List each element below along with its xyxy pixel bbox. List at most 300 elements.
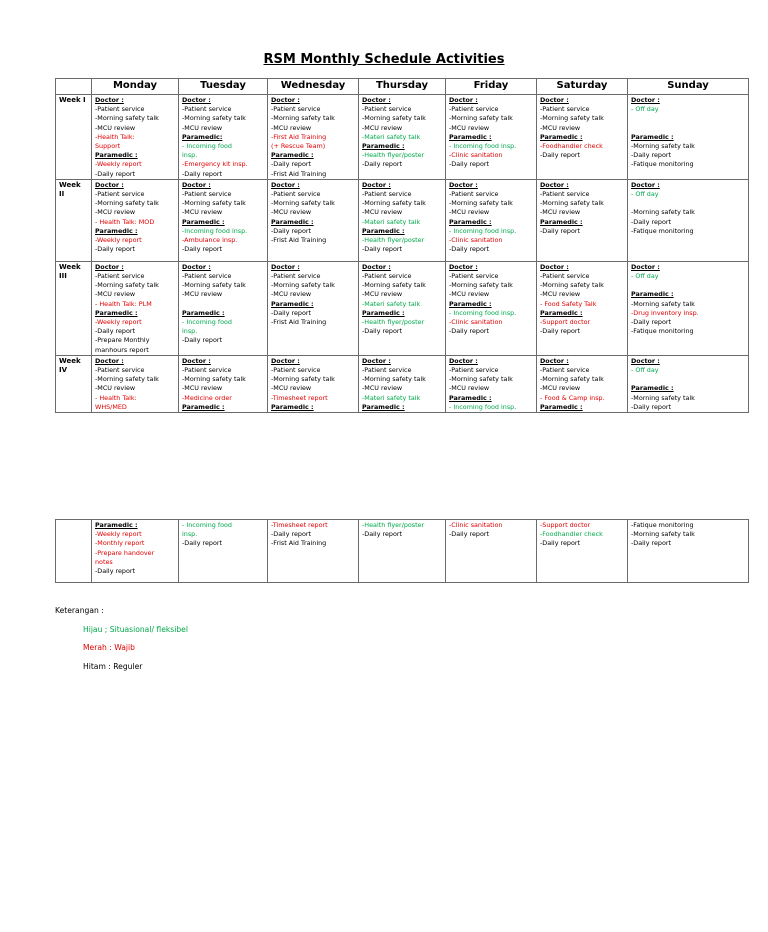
activity-line: -Morning safety talk [540,114,604,123]
activity-line: - Incoming food insp. [449,142,517,151]
activity-line: - Off day [631,272,659,281]
week-row [56,261,749,355]
activity-line: -Patient service [540,272,590,281]
activity-line: -Patient service [271,366,321,375]
activity-line: -Daily report [631,402,672,411]
activity-line: -Patient service [182,272,232,281]
activity-line: -Daily report [631,151,672,160]
week-label-line: IV [59,366,68,375]
schedule-cell [359,95,446,180]
schedule-cell [446,520,537,583]
activity-line: -Morning safety talk [182,114,246,123]
activity-line: -First Aid Training [271,132,327,141]
schedule-cell [537,261,628,355]
day-header-row [56,79,749,95]
activity-line: Doctor : [449,356,478,365]
activity-line [631,114,746,123]
activity-line: -Fatique monitoring [631,521,694,529]
schedule-cell [359,520,446,583]
schedule-cell [537,95,628,180]
activity-line: Doctor : [362,180,391,189]
activity-line: -Health Talk: [95,132,135,141]
activity-line [631,375,746,384]
schedule-table-continuation [55,519,749,583]
activity-line: -Morning safety talk [631,299,695,308]
activity-line: -Daily report [271,530,312,539]
schedule-cell [446,261,537,355]
schedule-cell [179,261,268,355]
activity-line: -MCU review [540,208,581,217]
activity-line: -Medicine order [182,393,232,402]
activity-line: -Patient service [449,190,499,199]
schedule-cell [359,355,446,412]
activity-line: -Morning safety talk [362,199,426,208]
activity-line: -MCU review [362,123,403,132]
activity-line: Paramedic : [271,299,314,308]
activity-line: -MCU review [362,290,403,299]
activity-line: -Materi safety talk [362,393,421,402]
activity-line: insp. [182,327,198,336]
activity-line: -Daily report [182,245,223,254]
activity-line: -Morning safety talk [449,199,513,208]
activity-line: -Patient service [271,105,321,114]
schedule-cell [537,520,628,583]
activity-line: -MCU review [271,384,312,393]
activity-line: -Patient service [362,190,412,199]
activity-line: Doctor : [182,96,211,104]
schedule-cell [628,95,749,180]
activity-line: Doctor : [631,262,660,271]
schedule-cell [628,355,749,412]
activity-line: -Weekly report [95,236,142,245]
activity-line: -Patient service [271,190,321,199]
activity-line [631,124,746,133]
activity-line: -Morning safety talk [182,199,246,208]
activity-line: -Morning safety talk [449,114,513,123]
activity-line: Doctor : [271,96,300,104]
activity-line: -Emergency kit insp. [182,160,248,169]
week-row [56,355,749,412]
schedule-cell [179,355,268,412]
schedule-cell [92,261,179,355]
activity-line: -Morning safety talk [271,114,335,123]
activity-line: Doctor : [631,96,660,104]
activity-line: Doctor : [449,180,478,189]
activity-line [631,199,746,208]
activity-line: -MCU review [449,384,490,393]
activity-line: Paramedic : [540,132,583,141]
activity-line: -Fatique monitoring [631,160,694,169]
activity-line: Doctor : [95,356,124,365]
activity-line: Doctor : [631,180,660,189]
activity-line: -Patient service [95,366,145,375]
activity-line: -MCU review [271,123,312,132]
week-label [56,261,92,355]
activity-line: -Morning safety talk [182,281,246,290]
schedule-cell [628,520,749,583]
activity-line: -Frist Aid Training [271,539,327,548]
activity-line: -MCU review [95,208,136,217]
activity-line: Paramedic : [95,226,138,235]
schedule-cell [268,179,359,261]
week-label-line: III [59,272,67,281]
week-row-continued [56,520,749,583]
activity-line: notes [95,557,113,566]
activity-line: -Daily report [182,336,223,345]
activity-line: -Patient service [271,272,321,281]
activity-line: Doctor : [271,356,300,365]
week-label-line: Week I [59,96,86,104]
activity-line: Doctor : [271,262,300,271]
schedule-cell [179,179,268,261]
activity-line: Paramedic : [362,308,405,317]
week-label-line: II [59,190,65,199]
schedule-cell [446,179,537,261]
activity-line: -Frist Aid Training [271,169,327,178]
week-label-line: Week [59,180,81,189]
activity-line: -Clinic sanitation [449,151,503,160]
activity-line: -Patient service [95,272,145,281]
activity-line: -Fatique monitoring [631,226,694,235]
week-row [56,95,749,180]
schedule-cell [537,179,628,261]
activity-line: -MCU review [182,384,223,393]
activity-line: -MCU review [271,290,312,299]
activity-line: Paramedic : [540,402,583,411]
activity-line: -Prepare handover [95,548,155,557]
activity-line: -MCU review [449,123,490,132]
schedule-table [55,78,749,413]
page-title: RSM Monthly Schedule Activities [263,52,505,67]
activity-line: Doctor : [182,356,211,365]
activity-line: -Daily report [182,539,223,548]
activity-line: Paramedic : [182,308,225,317]
activity-line: - Incoming food insp. [449,308,517,317]
activity-line: -Materi safety talk [362,299,421,308]
schedule-cell [359,179,446,261]
activity-line: -Daily report [540,539,581,548]
activity-line: -MCU review [449,208,490,217]
activity-line: -Daily report [449,530,490,539]
activity-line: -MCU review [182,290,223,299]
week-label-line: Week [59,356,81,365]
activity-line: -Health flyer/poster [362,521,425,529]
activity-line: -Patient service [449,366,499,375]
activity-line [631,281,746,290]
activity-line: -Materi safety talk [362,132,421,141]
activity-line: -Patient service [362,105,412,114]
activity-line: -Timesheet report [271,521,328,529]
activity-line: -Daily report [362,245,403,254]
activity-line: - Incoming food [182,142,232,151]
schedule-cell [268,520,359,583]
activity-line: Doctor : [449,96,478,104]
activity-line: -Patient service [95,190,145,199]
schedule-cell [537,355,628,412]
activity-line: -Morning safety talk [271,281,335,290]
activity-line: - Health Talk: PLM [95,299,152,308]
activity-line: Doctor : [540,180,569,189]
activity-line: -Morning safety talk [631,208,695,217]
activity-line: -Weekly report [95,530,142,539]
corner-cell [56,79,92,95]
activity-line: - Incoming food [182,521,232,529]
schedule-cell [92,355,179,412]
schedule-cell [92,179,179,261]
activity-line: -Daily report [271,160,312,169]
activity-line: Paramedic : [449,299,492,308]
activity-line: -Morning safety talk [362,281,426,290]
activity-line: -Foodhandler check [540,142,603,151]
activity-line: Doctor : [540,262,569,271]
activity-line: Doctor : [362,262,391,271]
activity-line: Paramedic : [449,132,492,141]
activity-line: -Ambulance insp. [182,236,238,245]
activity-line: -MCU review [95,290,136,299]
activity-line: -Daily report [182,169,223,178]
activity-line: Doctor : [95,262,124,271]
activity-line: -Daily report [362,530,403,539]
activity-line: -Fatique monitoring [631,327,694,336]
activity-line: -Patient service [540,366,590,375]
activity-line: -Foodhandler check [540,530,603,539]
activity-line: Paramedic : [271,151,314,160]
activity-line: -Morning safety talk [362,114,426,123]
activity-line: Doctor : [362,96,391,104]
activity-line: Doctor : [362,356,391,365]
activity-line: -Prepare Monthly [95,336,150,345]
day-header: Monday [92,79,179,95]
activity-line: -Morning safety talk [271,375,335,384]
activity-line: -Materi safety talk [362,217,421,226]
activity-line: Paramedic : [362,226,405,235]
activity-line: - Health Talk: MOD [95,217,155,226]
activity-line: -MCU review [95,384,136,393]
activity-line: Doctor : [95,96,124,104]
activity-line [182,300,265,309]
activity-line: -MCU review [182,208,223,217]
activity-line: -Daily report [631,539,672,548]
activity-line: -Patient service [182,366,232,375]
activity-line: -Morning safety talk [540,281,604,290]
activity-line: -Daily report [95,327,136,336]
day-header: Tuesday [179,79,268,95]
activity-line: -Clinic sanitation [449,236,503,245]
activity-line: -Patient service [362,272,412,281]
schedule-cell [179,520,268,583]
activity-line: Doctor : [449,262,478,271]
schedule-cell [268,95,359,180]
activity-line: -MCU review [362,208,403,217]
activity-line: -Weekly report [95,318,142,327]
schedule-cell [92,95,179,180]
activity-line: -Drug inventory insp. [631,308,699,317]
activity-line: -Daily report [362,160,403,169]
activity-line: -Patient service [362,366,412,375]
activity-line: -Daily report [540,151,581,160]
activity-line: Paramedic: [182,132,223,141]
activity-line: -Daily report [540,327,581,336]
legend-black: Hitam : Reguler [83,661,143,671]
activity-line: -Patient service [182,105,232,114]
activity-line: -Morning safety talk [449,375,513,384]
activity-line: -Patient service [449,272,499,281]
activity-line: Paramedic : [540,308,583,317]
activity-line: -Morning safety talk [631,142,695,151]
activity-line: -Morning safety talk [182,375,246,384]
activity-line: Paramedic : [631,384,674,393]
activity-line: Paramedic : [362,402,405,411]
activity-line: -MCU review [95,123,136,132]
activity-line: Doctor : [95,180,124,189]
activity-line: WHS/MED [95,402,127,411]
activity-line: -Support doctor [540,521,591,529]
schedule-cell [359,261,446,355]
activity-line: Paramedic : [631,132,674,141]
schedule-cell [446,355,537,412]
activity-line: -MCU review [271,208,312,217]
activity-line: -Morning safety talk [271,199,335,208]
schedule-cell [628,179,749,261]
activity-line: manhours report [95,345,149,354]
activity-line: Paramedic : [449,217,492,226]
activity-line: -Weekly report [95,160,142,169]
activity-line: Support [95,142,121,151]
activity-line: -Patient service [95,105,145,114]
activity-line: -Frist Aid Training [271,318,327,327]
schedule-cell [179,95,268,180]
activity-line: -Clinic sanitation [449,318,503,327]
activity-line: -MCU review [540,290,581,299]
activity-line: Doctor : [540,356,569,365]
activity-line: -Health flyer/poster [362,236,425,245]
activity-line: -MCU review [362,384,403,393]
day-header: Sunday [628,79,749,95]
activity-line: -Morning safety talk [540,375,604,384]
activity-line: Paramedic : [95,521,138,529]
activity-line: Paramedic : [182,402,225,411]
activity-line: - Off day [631,105,659,114]
activity-line: -Daily report [271,308,312,317]
activity-line: -Daily report [95,567,136,576]
activity-line: - Incoming food [182,318,232,327]
activity-line: -Daily report [449,160,490,169]
day-header: Friday [446,79,537,95]
activity-line: -Morning safety talk [95,281,159,290]
week-label [56,179,92,261]
activity-line: -Support doctor [540,318,591,327]
legend-red: Merah : Wajib [83,643,135,652]
activity-line: -Timesheet report [271,393,328,402]
activity-line: insp. [182,151,198,160]
activity-line: Doctor : [271,180,300,189]
legend-green: Hijau ; Situasional/ fleksibel [83,624,188,634]
activity-line: -Morning safety talk [540,199,604,208]
activity-line: Paramedic : [95,151,138,160]
activity-line: -Daily report [540,226,581,235]
activity-line: - Incoming food insp. [449,402,517,411]
activity-line: Paramedic : [631,290,674,299]
activity-line: Doctor : [182,262,211,271]
activity-line: -Patient service [449,105,499,114]
activity-line: Paramedic : [540,217,583,226]
activity-line: - Off day [631,190,659,199]
activity-line: -Morning safety talk [631,530,695,539]
activity-line: -Patient service [540,190,590,199]
activity-line: -MCU review [182,123,223,132]
activity-line: -Patient service [540,105,590,114]
activity-line: - Health Talk: [95,393,137,402]
activity-line: -Morning safety talk [631,393,695,402]
activity-line: insp. [182,530,198,539]
activity-line: - Food & Camp insp. [540,393,605,402]
activity-line: -Daily report [631,217,672,226]
week-label [56,95,92,180]
week-label [56,355,92,412]
activity-line: -Daily report [449,327,490,336]
activity-line: -Daily report [271,226,312,235]
activity-line: -Monthly report [95,539,145,548]
schedule-cell [268,261,359,355]
activity-line: Paramedic : [362,142,405,151]
day-header: Thursday [359,79,446,95]
week-label-line: Week [59,262,81,271]
activity-line: - Off day [631,366,659,375]
activity-line: -MCU review [540,123,581,132]
activity-line: Paramedic : [449,393,492,402]
activity-line: - Food Safety Talk [540,299,597,308]
activity-line: -Daily report [95,245,136,254]
day-header: Saturday [537,79,628,95]
activity-line: -MCU review [449,290,490,299]
legend-heading: Keterangan : [55,606,104,615]
activity-line: Doctor : [631,356,660,365]
activity-line: -Daily report [631,318,672,327]
activity-line: -Morning safety talk [95,114,159,123]
activity-line: -Patient service [182,190,232,199]
activity-line: Doctor : [182,180,211,189]
schedule-cell [92,520,179,583]
activity-line: -Morning safety talk [95,199,159,208]
activity-line: Paramedic : [182,217,225,226]
activity-line: -Clinic sanitation [449,521,503,529]
legend [55,602,188,676]
activity-line: -Morning safety talk [95,375,159,384]
activity-line: -Health flyer/poster [362,318,425,327]
day-header: Wednesday [268,79,359,95]
activity-line: Paramedic : [95,308,138,317]
activity-line: -Daily report [449,245,490,254]
activity-line: -Morning safety talk [362,375,426,384]
activity-line: -Daily report [95,169,136,178]
activity-line: -Health flyer/poster [362,151,425,160]
schedule-cell [446,95,537,180]
activity-line: -MCU review [540,384,581,393]
activity-line: -Daily report [362,327,403,336]
schedule-cell [628,261,749,355]
activity-line: -Incoming food insp. [182,226,248,235]
activity-line: Paramedic : [271,217,314,226]
week-row [56,179,749,261]
activity-line: -Morning safety talk [449,281,513,290]
activity-line: - Incoming food insp. [449,226,517,235]
activity-line: Paramedic : [271,402,314,411]
schedule-cell [268,355,359,412]
activity-line: (+ Rescue Team) [271,142,326,151]
activity-line: Doctor : [540,96,569,104]
activity-line: -Frist Aid Training [271,236,327,245]
week-label [56,520,92,583]
